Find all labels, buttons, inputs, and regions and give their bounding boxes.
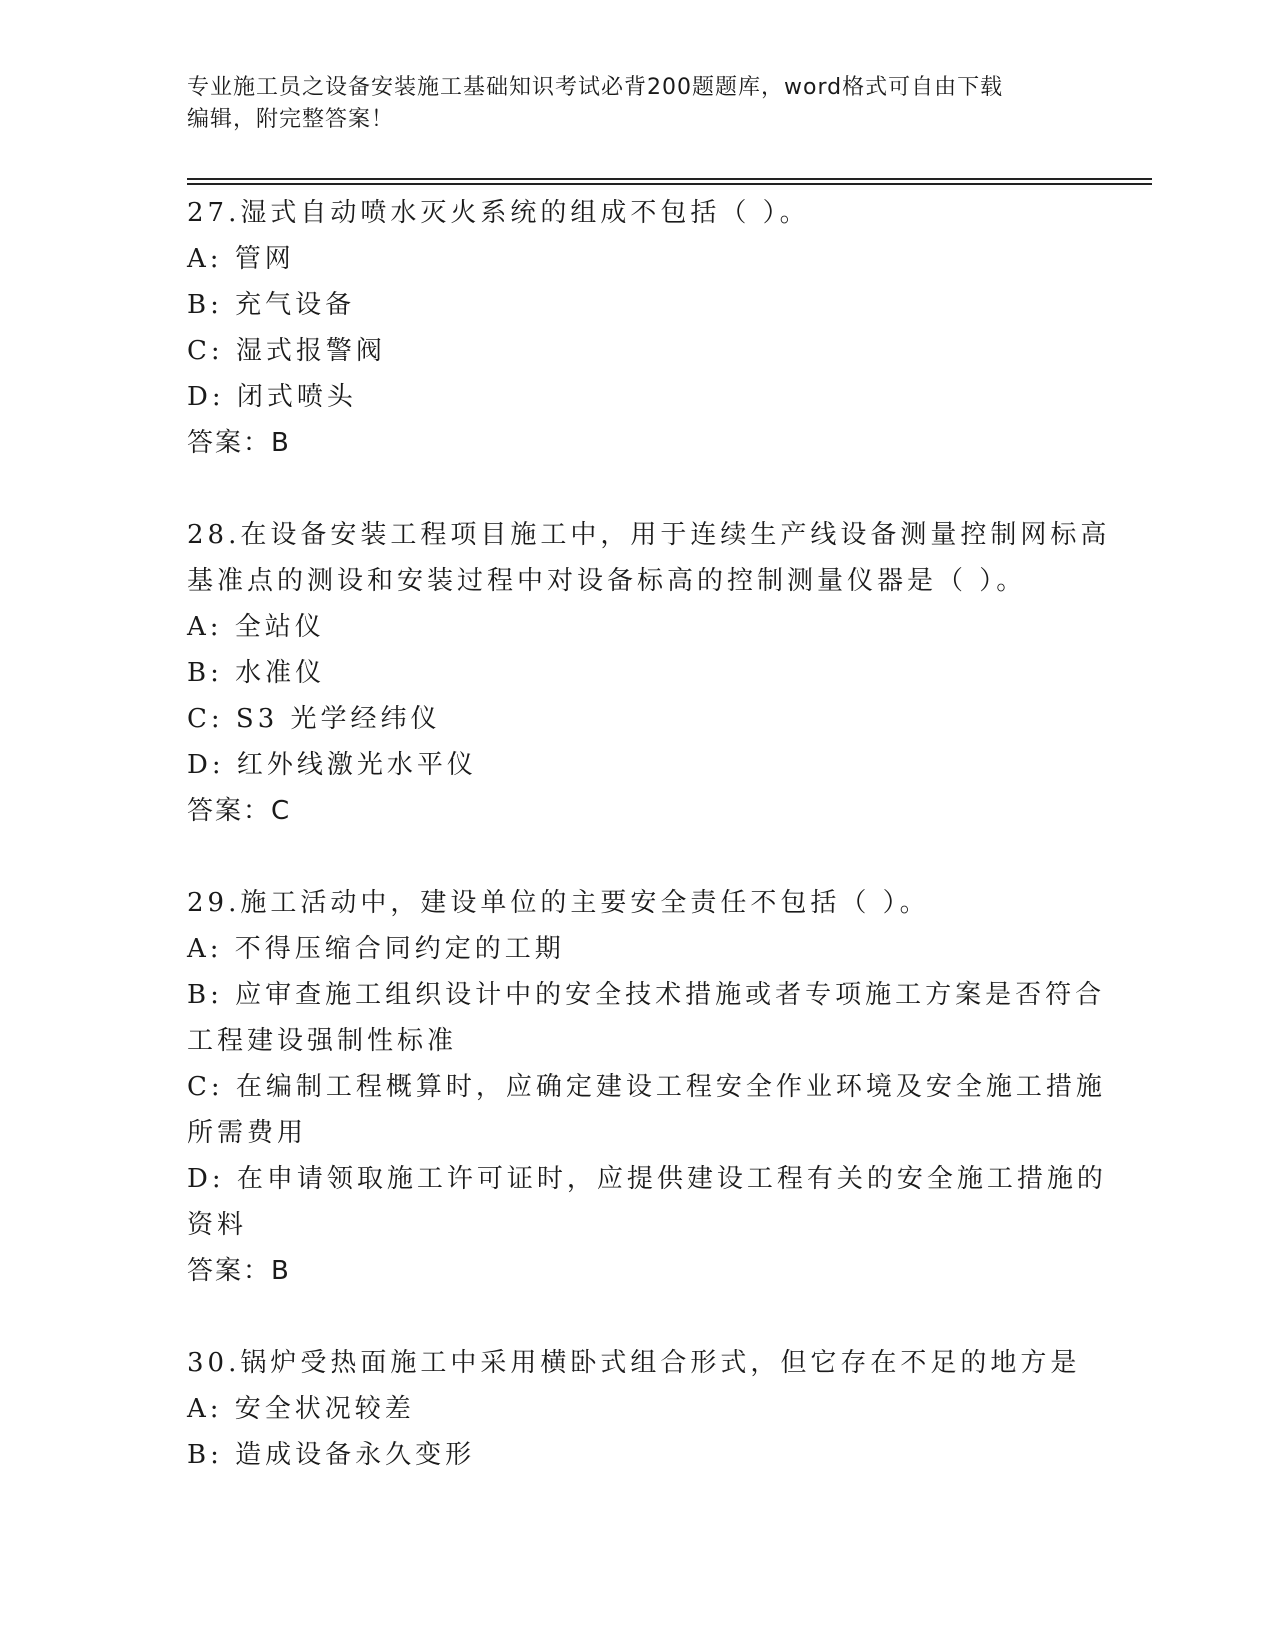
answer-option: D: 红外线激光水平仪 — [187, 750, 477, 780]
answer-option: 工程建设强制性标准 — [187, 1026, 458, 1056]
answer-option: D: 闭式喷头 — [187, 382, 357, 412]
answer-option: A: 不得压缩合同约定的工期 — [187, 934, 565, 964]
answer-option: B: 水准仪 — [187, 658, 326, 688]
question-list — [187, 190, 1111, 1524]
question-stem: 29.施工活动中，建设单位的主要安全责任不包括（ ）。 — [187, 888, 930, 918]
question-stem: 27.湿式自动喷水灭火系统的组成不包括（ ）。 — [187, 198, 810, 228]
document-header — [187, 72, 1087, 136]
question-stem: 30.锅炉受热面施工中采用横卧式组合形式，但它存在不足的地方是 — [187, 1348, 1081, 1378]
answer-option: 所需费用 — [187, 1118, 308, 1148]
answer-option: B: 应审查施工组织设计中的安全技术措施或者专项施工方案是否符合 — [187, 980, 1106, 1010]
answer-option: C: 在编制工程概算时，应确定建设工程安全作业环境及安全施工措施 — [187, 1072, 1106, 1102]
header-divider-bottom — [187, 183, 1152, 185]
answer-option: C: 湿式报警阀 — [187, 336, 386, 366]
question-block — [187, 512, 1111, 834]
question-block — [187, 190, 1087, 466]
answer-option: B: 充气设备 — [187, 290, 356, 320]
answer-option: 资料 — [187, 1210, 248, 1240]
answer-option: D: 在申请领取施工许可证时，应提供建设工程有关的安全施工措施的 — [187, 1164, 1107, 1194]
answer-key: 答案：B — [187, 1256, 291, 1286]
question-block — [187, 1340, 1087, 1478]
answer-option: B: 造成设备永久变形 — [187, 1440, 476, 1470]
question-stem: 基准点的测设和安装过程中对设备标高的控制测量仪器是（ ）。 — [187, 566, 1027, 596]
question-block — [187, 880, 1107, 1294]
answer-option: A: 管网 — [187, 244, 295, 274]
answer-key: 答案：B — [187, 428, 291, 458]
header-line-1: 专业施工员之设备安装施工基础知识考试必背200题题库，word格式可自由下载 — [187, 75, 1004, 100]
answer-option: A: 全站仪 — [187, 612, 325, 642]
header-divider-top — [187, 178, 1152, 180]
answer-option: A: 安全状况较差 — [187, 1394, 415, 1424]
question-stem: 28.在设备安装工程项目施工中，用于连续生产线设备测量控制网标高 — [187, 520, 1111, 550]
answer-key: 答案：C — [187, 796, 292, 826]
answer-option: C: S3 光学经纬仪 — [187, 704, 441, 734]
header-line-2: 编辑，附完整答案！ — [187, 107, 395, 132]
